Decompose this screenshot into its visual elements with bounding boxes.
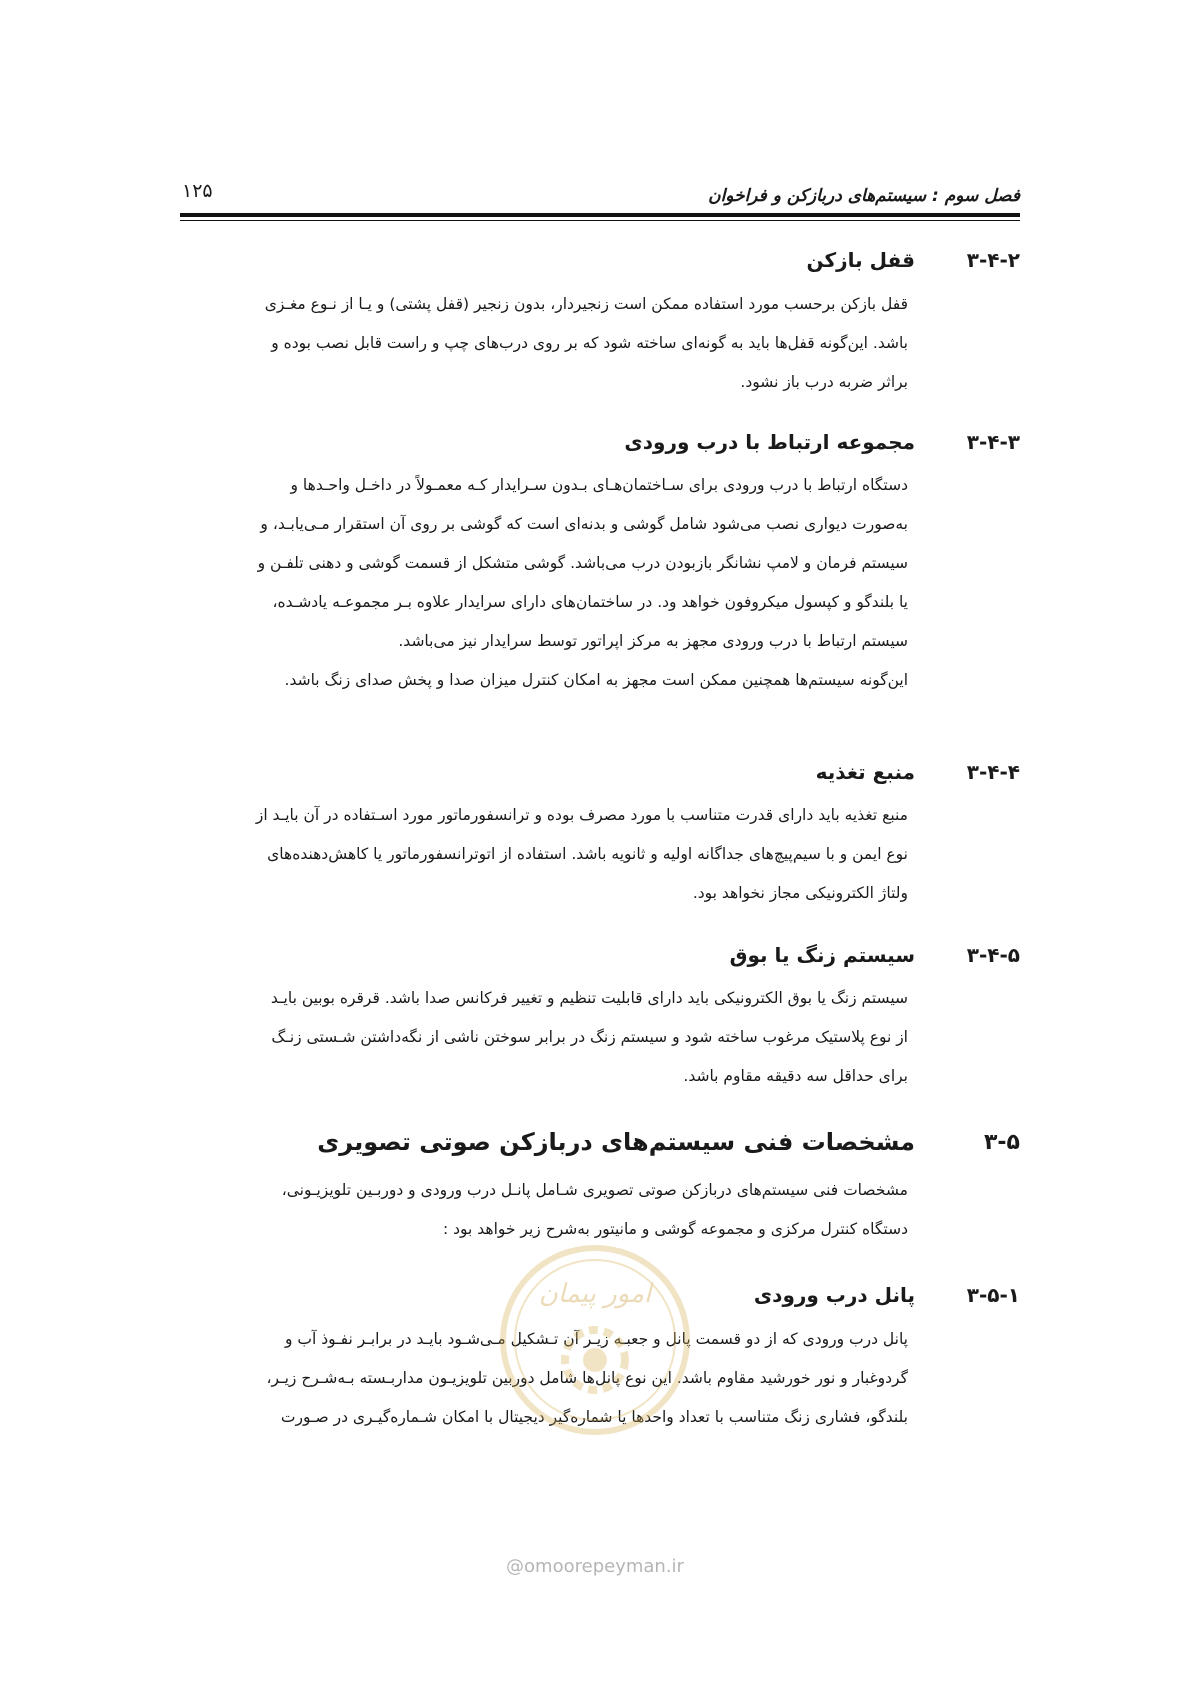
paragraph-line: سیستم فرمان و لامپ نشانگر بازبودن درب می‌باشد. گوشی متشکل از قسمت گوشی و دهنی تلفـن و (257, 554, 908, 572)
watermark-url (480, 1556, 710, 1577)
section-title: مجموعه ارتباط با درب ورودی (624, 430, 915, 454)
paragraph-line: یا بلندگو و کپسول میکروفون خواهد ود. در ساختمان‌های دارای سرایدار علاوه بـر مجموعـه یادشـده، (272, 593, 908, 611)
section-heading-3-4-4 (180, 760, 1020, 792)
section-title: مشخصات فنی سیستم‌های دربازکن صوتی تصویری (317, 1128, 915, 1156)
paragraph-line: منبع تغذیه باید دارای قدرت متناسب با مورد مصرف بوده و ترانسفورماتور مورد اسـتفاده در آن بایـد از (255, 806, 908, 824)
section-heading-3-4-2 (180, 248, 1020, 280)
section-number: ۳-۴-۴ (966, 760, 1020, 784)
paragraph-line: دستگاه کنترل مرکزی و مجموعه گوشی و مانیتور به‌شرح زیر خواهد بود : (442, 1220, 908, 1238)
page-number: ۱۲۵ (182, 180, 213, 202)
paragraph-line: قفل بازکن برحسب مورد استفاده ممکن است زنجیردار، بدون زنجیر (قفل پشتی) و یـا از نـوع مغـزی (264, 295, 908, 313)
watermark-logo (495, 1240, 695, 1440)
paragraph-line: باشد. این‌گونه قفل‌ها باید به گونه‌ای ساخته شود که بر روی درب‌های چپ و راست قابل نصب بوده و (271, 334, 908, 352)
paragraph-line: پانل درب ورودی که از دو قسمت پانل و جعبـه زیـر آن تـشکیل مـی‌شـود بایـد در برابـر نفـوذ آب و (284, 1330, 908, 1348)
watermark-logo-text: امور پیمان (538, 1279, 652, 1309)
section-paragraph-3-4-2 (180, 285, 908, 402)
header-rule-thin (180, 220, 1020, 221)
at-icon: @ (506, 1556, 525, 1577)
section-heading-3-4-5 (180, 943, 1020, 975)
section-title: قفل بازکن (806, 248, 915, 272)
paragraph-line: سیستم ارتباط با درب ورودی مجهز به مرکز اپراتور توسط سرایدار نیز می‌باشد. (398, 632, 908, 650)
section-heading-3-4-3 (180, 430, 1020, 462)
paragraph-line: از نوع پلاستیک مرغوب ساخته شود و سیستم زنگ در برابر سوختن ناشی از نگه‌داشتن شـستی زنـگ (271, 1028, 908, 1046)
paragraph-line: این‌گونه سیستم‌ها همچنین ممکن است مجهز به امکان کنترل میزان صدا و پخش صدای زنگ باشد. (284, 671, 908, 689)
paragraph-line: دستگاه ارتباط با درب ورودی برای سـاختمان‌هـای بـدون سـرایدار کـه معمـولاً در داخـل واحـدها و (290, 476, 908, 494)
paragraph-line: گردوغبار و نور خورشید مقاوم باشد. این نوع پانل‌ها شامل دوربین تلویزیـون مداربـسته بـه‌شـرح زیـر، (266, 1369, 908, 1387)
paragraph-line: سیستم زنگ یا بوق الکترونیکی باید دارای قابلیت تنظیم و تغییر فرکانس صدا باشد. قرقره بوبین بایـد (270, 989, 908, 1007)
section-number: ۳-۴-۳ (966, 430, 1020, 454)
section-paragraph-3-4-4 (180, 796, 908, 913)
paragraph-line: مشخصات فنی سیستم‌های دربازکن صوتی تصویری شـامل پانـل درب ورودی و دوربـین تلویزیـونی، (281, 1181, 908, 1199)
section-title: سیستم زنگ یا بوق (729, 943, 915, 967)
section-title: پانل درب ورودی (753, 1283, 915, 1307)
paragraph-line: نوع ایمن و با سیم‌پیچ‌های جداگانه اولیه و ثانویه باشد. استفاده از اتوترانسفورماتور یا کاهش‌دهنده‌های (267, 845, 908, 863)
section-heading-3-5 (180, 1128, 1020, 1160)
section-title: منبع تغذیه (815, 760, 915, 784)
paragraph-line: برای حداقل سه دقیقه مقاوم باشد. (683, 1067, 908, 1085)
section-number: ۳-۵-۱ (966, 1283, 1020, 1307)
section-paragraph-3-4-5 (180, 979, 908, 1096)
paragraph-line: بلندگو، فشاری زنگ متناسب با تعداد واحدها یا شماره‌گیر دیجیتال با امکان شـماره‌گیـری در صـورت (280, 1408, 908, 1426)
section-number: ۳-۴-۲ (966, 248, 1020, 272)
header-rule-thick (180, 213, 1020, 217)
watermark-url-text: omoorepeyman.ir (524, 1556, 684, 1577)
section-number: ۳-۵ (984, 1130, 1020, 1155)
running-head: فصل سوم : سیستم‌های دربازکن و فراخوان (708, 186, 1020, 206)
paragraph-line: براثر ضربه درب باز نشود. (740, 373, 908, 391)
section-number: ۳-۴-۵ (966, 943, 1020, 967)
paragraph-line: به‌صورت دیواری نصب می‌شود شامل گوشی و بدنه‌ای است که گوشی بر روی آن استقرار مـی‌یابـد، و (260, 515, 908, 533)
section-paragraph-3-5 (180, 1171, 908, 1249)
paragraph-line: ولتاژ الکترونیکی مجاز نخواهد بود. (692, 884, 908, 902)
section-paragraph-3-4-3 (180, 466, 908, 700)
